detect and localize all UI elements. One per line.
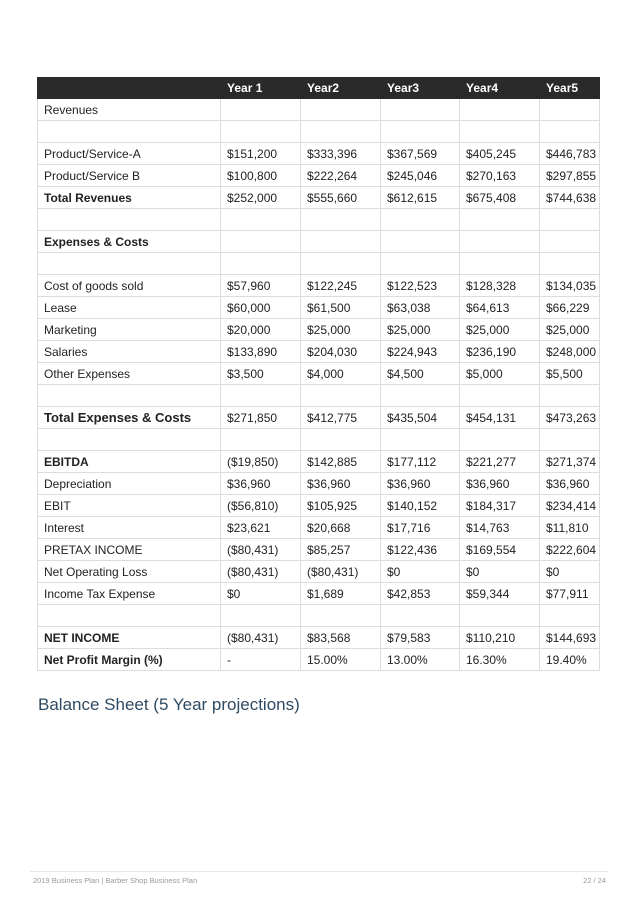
row-label: NET INCOME [38,627,221,649]
cell-year-3: $612,615 [381,187,460,209]
cell-year-2 [301,121,381,143]
row-label: Expenses & Costs [38,231,221,253]
row-label: EBITDA [38,451,221,473]
row-label: Net Profit Margin (%) [38,649,221,671]
cell-year-3: $122,436 [381,539,460,561]
row-net-profit-margin [38,649,600,671]
cell-year-2: $85,257 [301,539,381,561]
cell-year-2: $122,245 [301,275,381,297]
cell-year-3: $435,504 [381,407,460,429]
row-label: Revenues [38,99,221,121]
cell-year-3: 13.00% [381,649,460,671]
row-income-tax-expense [38,583,600,605]
header-year-5: Year5 [540,78,600,99]
row-label: Income Tax Expense [38,583,221,605]
row-label [38,385,221,407]
header-year-4: Year4 [460,78,540,99]
cell-year-1: $100,800 [221,165,301,187]
row-label: Lease [38,297,221,319]
cell-year-2: $142,885 [301,451,381,473]
cell-year-1 [221,99,301,121]
cell-year-5: $66,229 [540,297,600,319]
cell-year-3: $36,960 [381,473,460,495]
row-blank [38,253,600,275]
cell-year-1: $271,850 [221,407,301,429]
cell-year-2: $333,396 [301,143,381,165]
cell-year-4: $25,000 [460,319,540,341]
cell-year-1: $20,000 [221,319,301,341]
header-year-2: Year2 [301,78,381,99]
cell-year-2 [301,429,381,451]
cell-year-4 [460,429,540,451]
cell-year-2: 15.00% [301,649,381,671]
cell-year-3: $224,943 [381,341,460,363]
row-label: Depreciation [38,473,221,495]
cell-year-2 [301,209,381,231]
cell-year-4: $454,131 [460,407,540,429]
cell-year-2: $222,264 [301,165,381,187]
cell-year-4 [460,605,540,627]
row-label: EBIT [38,495,221,517]
cell-year-2: $83,568 [301,627,381,649]
cell-year-4: $184,317 [460,495,540,517]
cell-year-4: $0 [460,561,540,583]
cell-year-2: $555,660 [301,187,381,209]
cell-year-1: $60,000 [221,297,301,319]
cell-year-1: $3,500 [221,363,301,385]
cell-year-2: $61,500 [301,297,381,319]
cell-year-1 [221,209,301,231]
cell-year-3: $25,000 [381,319,460,341]
row-blank [38,605,600,627]
cell-year-2 [301,385,381,407]
cell-year-1 [221,231,301,253]
cell-year-2: $1,689 [301,583,381,605]
cell-year-4: $236,190 [460,341,540,363]
cell-year-5: $297,855 [540,165,600,187]
row-depreciation [38,473,600,495]
cell-year-4: 16.30% [460,649,540,671]
cell-year-1: ($80,431) [221,561,301,583]
cell-year-4 [460,231,540,253]
row-expenses-costs-heading [38,231,600,253]
footer-divider [30,871,608,872]
row-label [38,253,221,275]
row-product-service-b [38,165,600,187]
cell-year-1 [221,253,301,275]
cell-year-3: $367,569 [381,143,460,165]
row-label: PRETAX INCOME [38,539,221,561]
cell-year-5: $77,911 [540,583,600,605]
cell-year-3: $245,046 [381,165,460,187]
cell-year-1: $23,621 [221,517,301,539]
cell-year-5: $5,500 [540,363,600,385]
cell-year-5: $473,263 [540,407,600,429]
row-ebit [38,495,600,517]
footer-page-number: 22 / 24 [583,876,606,885]
cell-year-3: $17,716 [381,517,460,539]
cell-year-4: $36,960 [460,473,540,495]
cell-year-2: $4,000 [301,363,381,385]
section-title: Balance Sheet (5 Year projections) [38,695,300,714]
cell-year-2: $105,925 [301,495,381,517]
row-label: Interest [38,517,221,539]
cell-year-1: ($56,810) [221,495,301,517]
row-total-revenues [38,187,600,209]
cell-year-4: $221,277 [460,451,540,473]
cell-year-2: $412,775 [301,407,381,429]
row-ebitda [38,451,600,473]
row-label: Net Operating Loss [38,561,221,583]
row-cost-of-goods-sold [38,275,600,297]
row-label [38,429,221,451]
cell-year-3: $63,038 [381,297,460,319]
cell-year-3 [381,429,460,451]
row-other-expenses [38,363,600,385]
cell-year-5: $446,783 [540,143,600,165]
row-salaries [38,341,600,363]
cell-year-4: $675,408 [460,187,540,209]
cell-year-3: $42,853 [381,583,460,605]
cell-year-2 [301,99,381,121]
cell-year-2: $36,960 [301,473,381,495]
row-product-service-a [38,143,600,165]
row-label [38,121,221,143]
row-blank [38,429,600,451]
cell-year-4 [460,121,540,143]
row-blank [38,121,600,143]
row-pretax-income [38,539,600,561]
cell-year-5: $11,810 [540,517,600,539]
row-marketing [38,319,600,341]
row-label: Marketing [38,319,221,341]
row-net-operating-loss [38,561,600,583]
cell-year-5: $134,035 [540,275,600,297]
footer-document-title: 2019 Business Plan | Barber Shop Business Plan [33,876,198,885]
cell-year-1: $0 [221,583,301,605]
cell-year-2 [301,253,381,275]
cell-year-2: $25,000 [301,319,381,341]
row-blank [38,385,600,407]
cell-year-5: $222,604 [540,539,600,561]
cell-year-4 [460,253,540,275]
row-revenues [38,99,600,121]
header-year-3: Year3 [381,78,460,99]
cell-year-5: $0 [540,561,600,583]
row-net-income [38,627,600,649]
row-label [38,605,221,627]
table-header-row [38,78,600,99]
cell-year-5 [540,253,600,275]
cell-year-3 [381,99,460,121]
cell-year-4 [460,99,540,121]
income-statement-table [37,77,600,671]
cell-year-3: $140,152 [381,495,460,517]
cell-year-5: 19.40% [540,649,600,671]
row-blank [38,209,600,231]
cell-year-1: $133,890 [221,341,301,363]
cell-year-3: $177,112 [381,451,460,473]
cell-year-1: ($80,431) [221,627,301,649]
cell-year-4: $59,344 [460,583,540,605]
row-label: Total Revenues [38,187,221,209]
cell-year-1: $252,000 [221,187,301,209]
cell-year-3: $122,523 [381,275,460,297]
cell-year-3 [381,231,460,253]
cell-year-5 [540,429,600,451]
cell-year-4: $270,163 [460,165,540,187]
cell-year-4 [460,209,540,231]
cell-year-3 [381,209,460,231]
cell-year-1: - [221,649,301,671]
cell-year-2: ($80,431) [301,561,381,583]
cell-year-1: $36,960 [221,473,301,495]
row-lease [38,297,600,319]
cell-year-1: $151,200 [221,143,301,165]
row-label: Salaries [38,341,221,363]
row-label: Product/Service-A [38,143,221,165]
cell-year-4: $5,000 [460,363,540,385]
row-total-expenses-costs [38,407,600,429]
row-label [38,209,221,231]
cell-year-5 [540,121,600,143]
row-label: Other Expenses [38,363,221,385]
cell-year-1 [221,121,301,143]
row-label: Product/Service B [38,165,221,187]
header-corner-cell [38,78,221,99]
cell-year-1: ($19,850) [221,451,301,473]
cell-year-4: $128,328 [460,275,540,297]
cell-year-3: $0 [381,561,460,583]
cell-year-2 [301,231,381,253]
cell-year-5: $271,374 [540,451,600,473]
cell-year-5 [540,385,600,407]
cell-year-4: $64,613 [460,297,540,319]
cell-year-3: $79,583 [381,627,460,649]
cell-year-2: $204,030 [301,341,381,363]
header-year-1: Year 1 [221,78,301,99]
cell-year-3 [381,121,460,143]
cell-year-1: $57,960 [221,275,301,297]
cell-year-3 [381,253,460,275]
cell-year-4: $110,210 [460,627,540,649]
cell-year-5 [540,605,600,627]
row-label: Cost of goods sold [38,275,221,297]
cell-year-3: $4,500 [381,363,460,385]
row-interest [38,517,600,539]
cell-year-2: $20,668 [301,517,381,539]
cell-year-5: $744,638 [540,187,600,209]
cell-year-5: $25,000 [540,319,600,341]
cell-year-1 [221,605,301,627]
cell-year-5 [540,99,600,121]
row-label: Total Expenses & Costs [38,407,221,429]
cell-year-3 [381,385,460,407]
cell-year-5 [540,231,600,253]
cell-year-4: $169,554 [460,539,540,561]
cell-year-1: ($80,431) [221,539,301,561]
cell-year-4 [460,385,540,407]
cell-year-1 [221,385,301,407]
cell-year-5: $234,414 [540,495,600,517]
cell-year-1 [221,429,301,451]
cell-year-5: $144,693 [540,627,600,649]
cell-year-5 [540,209,600,231]
cell-year-4: $405,245 [460,143,540,165]
cell-year-4: $14,763 [460,517,540,539]
cell-year-5: $248,000 [540,341,600,363]
cell-year-3 [381,605,460,627]
cell-year-2 [301,605,381,627]
cell-year-5: $36,960 [540,473,600,495]
